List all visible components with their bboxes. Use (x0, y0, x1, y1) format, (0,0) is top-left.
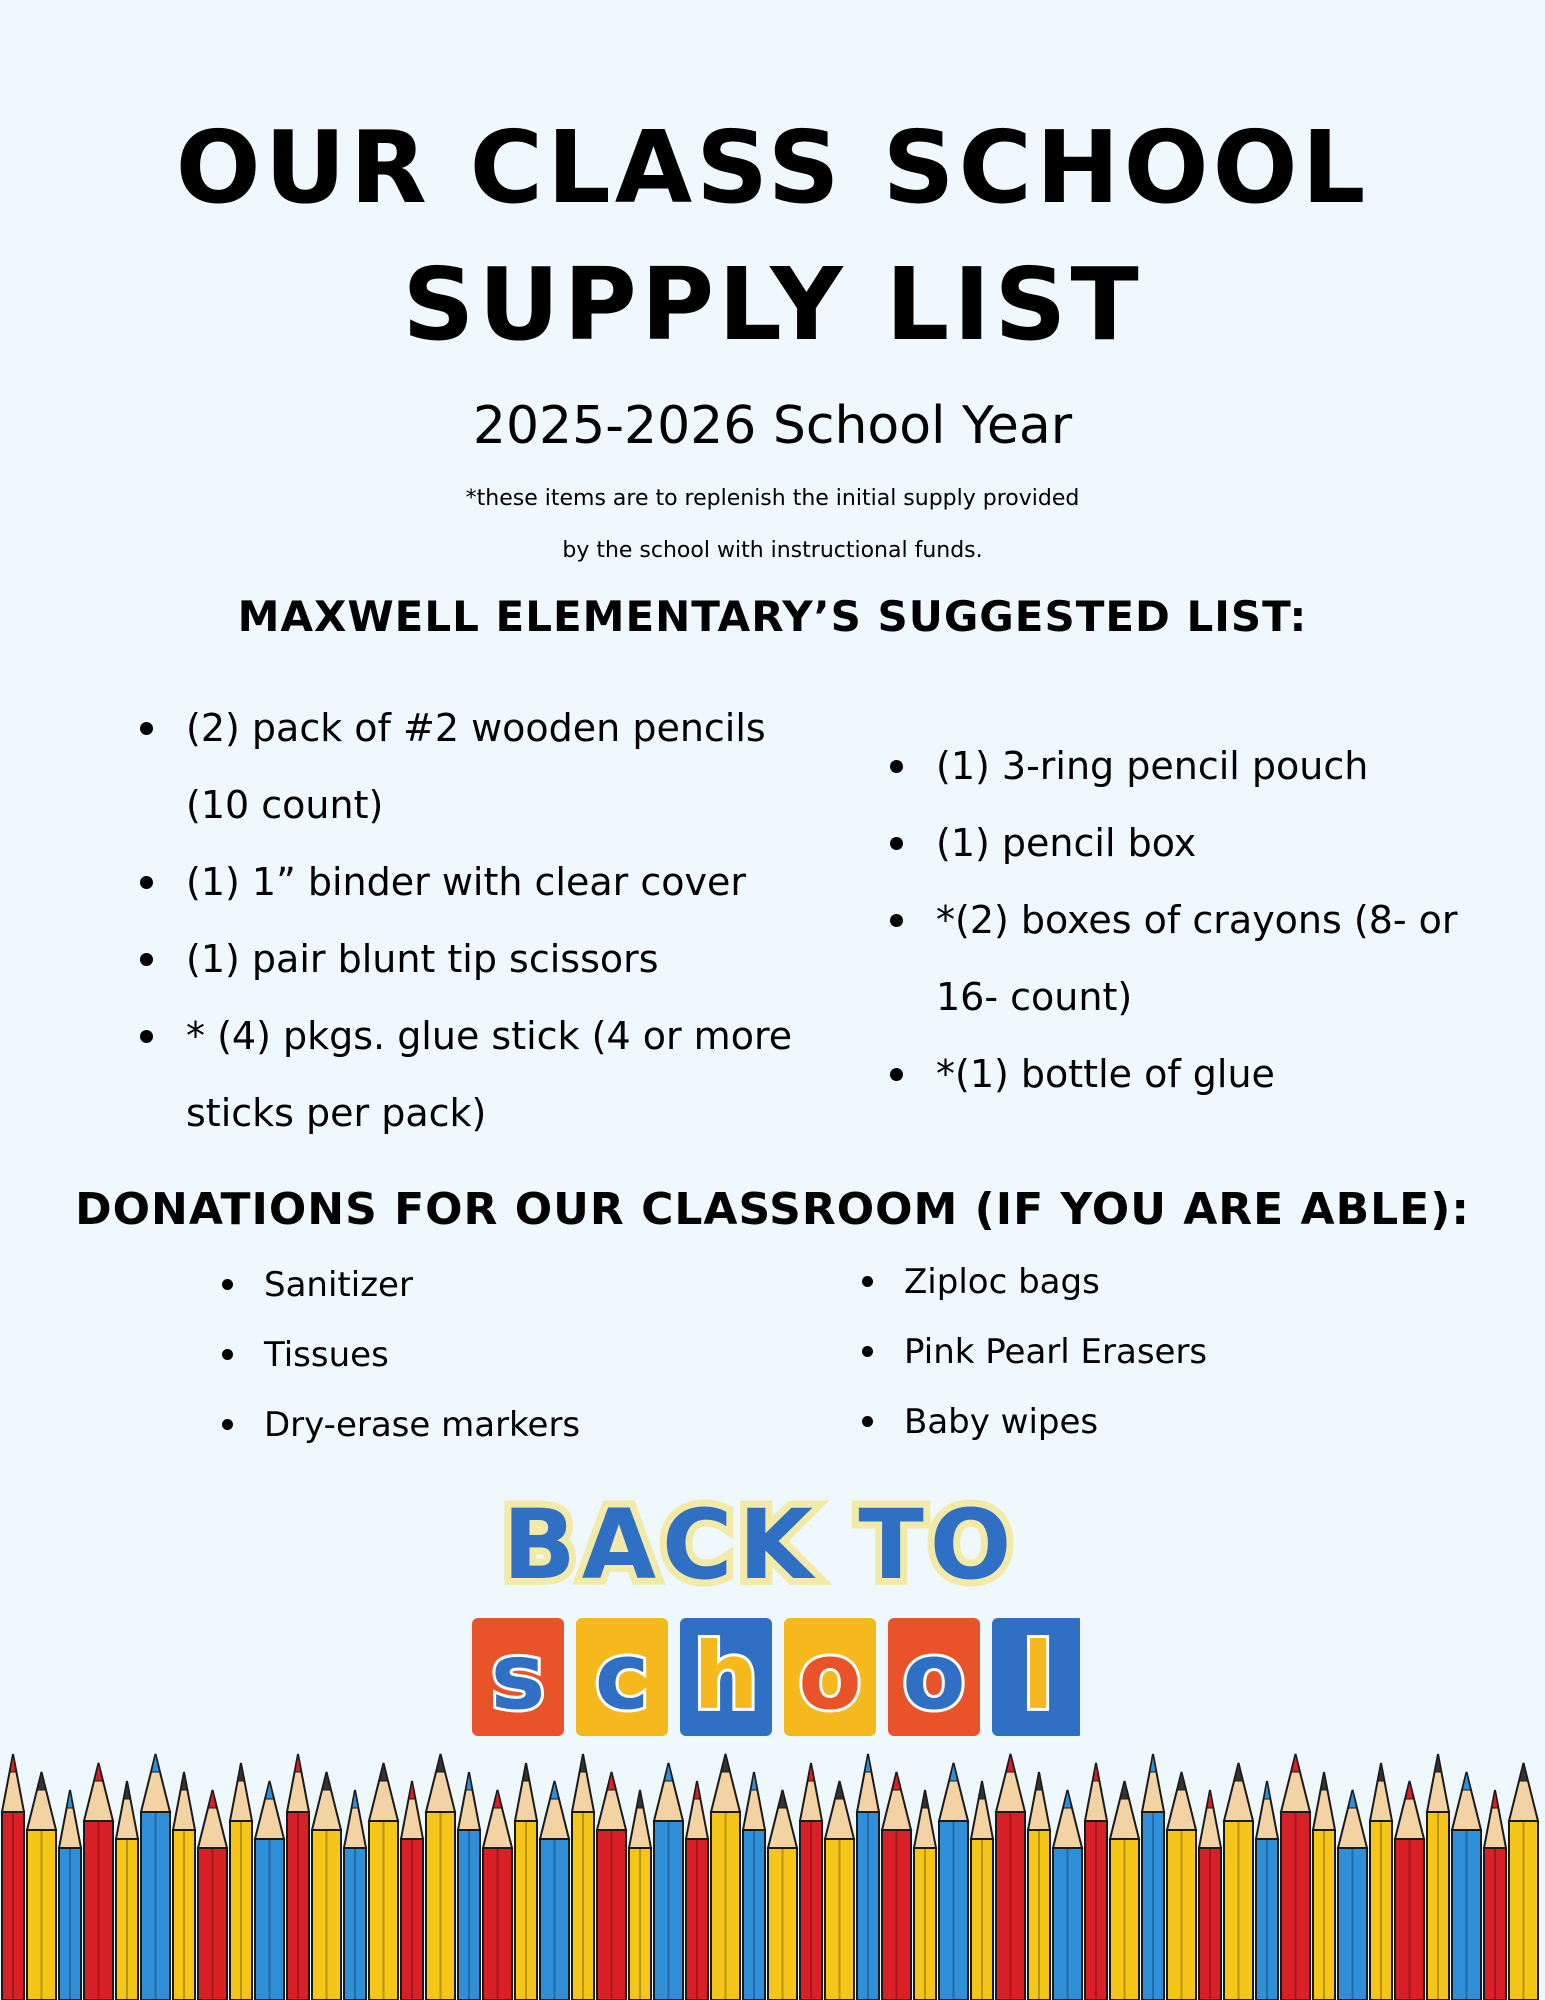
page-title-line-1: OUR CLASS SCHOOL (175, 109, 1370, 226)
pencil-icon (230, 1763, 252, 2000)
list-item-label: Sanitizer (264, 1265, 413, 1305)
suggested-list-right (890, 728, 1510, 1113)
page-title-line-2: SUPPLY LIST (402, 246, 1143, 363)
logo-back-to-text: BACK TO (502, 1489, 1018, 1601)
bullet-icon (222, 1279, 233, 1290)
school-year-subtitle: 2025-2026 School Year (472, 396, 1073, 456)
pencil-icon (1053, 1790, 1082, 2000)
list-item (222, 1250, 742, 1320)
note-line-1: *these items are to replenish the initial supply provided (465, 486, 1080, 511)
logo-tile-letter: c (594, 1623, 650, 1730)
logo-tile-letter: h (693, 1623, 759, 1730)
note-line-2: by the school with instructional funds. (562, 538, 983, 563)
pencil-icon (711, 1754, 740, 2000)
list-item-label: *(2) boxes of crayons (8- or 16- count) (936, 898, 1458, 1019)
pencil-icon (1338, 1790, 1367, 2000)
pencil-icon (198, 1790, 227, 2000)
pencil-icon (914, 1790, 936, 2000)
pencil-icon (1452, 1772, 1481, 2000)
logo-tile-letter: s (490, 1623, 546, 1730)
pencil-icon (1085, 1763, 1107, 2000)
list-item (890, 728, 1510, 805)
bullet-icon (222, 1419, 233, 1430)
pencil-icon (1256, 1781, 1278, 2000)
pencil-icon (369, 1763, 398, 2000)
pencil-icon (800, 1763, 822, 2000)
list-item (140, 998, 840, 1152)
pencil-icon (255, 1781, 284, 2000)
pencil-icon (629, 1790, 651, 2000)
pencil-icon (401, 1781, 423, 2000)
list-item-label: Ziploc bags (904, 1262, 1100, 1302)
list-item-label: (1) 1” binder with clear cover (186, 860, 746, 904)
pencil-icon (116, 1781, 138, 2000)
list-item (890, 882, 1510, 1036)
bullet-icon (862, 1416, 873, 1427)
pencil-icon (1224, 1763, 1253, 2000)
list-item-label: Baby wipes (904, 1402, 1099, 1442)
bullet-icon (222, 1349, 233, 1360)
pencil-icon (572, 1754, 594, 2000)
list-item (862, 1317, 1382, 1387)
list-item (222, 1320, 742, 1390)
list-item-label: Pink Pearl Erasers (904, 1332, 1208, 1372)
pencil-icon (1028, 1772, 1050, 2000)
pencil-border (0, 1742, 1545, 2000)
list-item-label: (2) pack of #2 wooden pencils (10 count) (186, 706, 766, 827)
bullet-icon (890, 1068, 903, 1081)
pencil-icon (515, 1763, 537, 2000)
pencil-icon (768, 1790, 797, 2000)
pencil-icon (458, 1772, 480, 2000)
list-item (140, 690, 840, 844)
pencil-icon (654, 1763, 683, 2000)
list-item (140, 921, 840, 998)
pencil-icon (426, 1754, 455, 2000)
pencil-icon (84, 1763, 113, 2000)
pencil-icon (1281, 1754, 1310, 2000)
pencil-icon (686, 1781, 708, 2000)
pencil-icon (173, 1772, 195, 2000)
pencil-icon (882, 1772, 911, 2000)
pencil-icon (1313, 1772, 1335, 2000)
list-item-label: (1) 3-ring pencil pouch (936, 744, 1369, 788)
bullet-icon (140, 722, 153, 735)
logo-tile-letter: l (1022, 1623, 1054, 1730)
pencil-icon (1484, 1790, 1506, 2000)
suggested-list-left (140, 690, 840, 1152)
logo-tile-letter: o (902, 1623, 966, 1730)
pencil-icon (344, 1790, 366, 2000)
donations-list-left (222, 1250, 742, 1460)
pencil-icon (1110, 1781, 1139, 2000)
pencil-icon (857, 1754, 879, 2000)
pencil-icon (996, 1754, 1025, 2000)
logo-tile-letter: o (798, 1623, 862, 1730)
suggested-list-heading: MAXWELL ELEMENTARY’S SUGGESTED LIST: (237, 592, 1308, 641)
bullet-icon (140, 876, 153, 889)
donations-list-right (862, 1247, 1382, 1457)
pencil-icon (1167, 1772, 1196, 2000)
pencil-icon (597, 1772, 626, 2000)
pencil-icon (939, 1763, 968, 2000)
pencil-icon (1370, 1763, 1392, 2000)
bullet-icon (890, 914, 903, 927)
bullet-icon (890, 837, 903, 850)
pencil-icon (1142, 1754, 1164, 2000)
pencil-icon (141, 1754, 170, 2000)
list-item (222, 1390, 742, 1460)
bullet-icon (140, 1030, 153, 1043)
pencil-icon (743, 1772, 765, 2000)
list-item (890, 805, 1510, 882)
pencil-icon (1395, 1781, 1424, 2000)
bullet-icon (890, 760, 903, 773)
pencil-icon (825, 1781, 854, 2000)
pencil-icon (287, 1754, 309, 2000)
list-item (862, 1387, 1382, 1457)
pencil-icon (971, 1781, 993, 2000)
list-item-label: Tissues (264, 1335, 389, 1375)
donations-heading: DONATIONS FOR OUR CLASSROOM (IF YOU ARE ABLE): (75, 1184, 1470, 1235)
pencil-icon (59, 1790, 81, 2000)
bullet-icon (862, 1346, 873, 1357)
list-item-label: Dry-erase markers (264, 1405, 581, 1445)
pencil-icon (312, 1772, 341, 2000)
list-item-label: (1) pair blunt tip scissors (186, 937, 659, 981)
pencil-icon (2, 1754, 24, 2000)
pencil-icon (483, 1790, 512, 2000)
list-item (140, 844, 840, 921)
list-item-label: *(1) bottle of glue (936, 1052, 1275, 1096)
pencil-icon (1509, 1763, 1538, 2000)
bullet-icon (140, 953, 153, 966)
list-item-label: * (4) pkgs. glue stick (4 or more sticks per pack) (186, 1014, 793, 1135)
pencil-icon (1427, 1754, 1449, 2000)
logo-school-tiles (472, 1618, 1080, 1736)
pencil-icon (540, 1781, 569, 2000)
pencil-icon (1199, 1790, 1221, 2000)
pencil-icon (27, 1772, 56, 2000)
list-item (862, 1247, 1382, 1317)
list-item-label: (1) pencil box (936, 821, 1197, 865)
back-to-school-logo (460, 1478, 1080, 1748)
bullet-icon (862, 1276, 873, 1287)
list-item (890, 1036, 1510, 1113)
